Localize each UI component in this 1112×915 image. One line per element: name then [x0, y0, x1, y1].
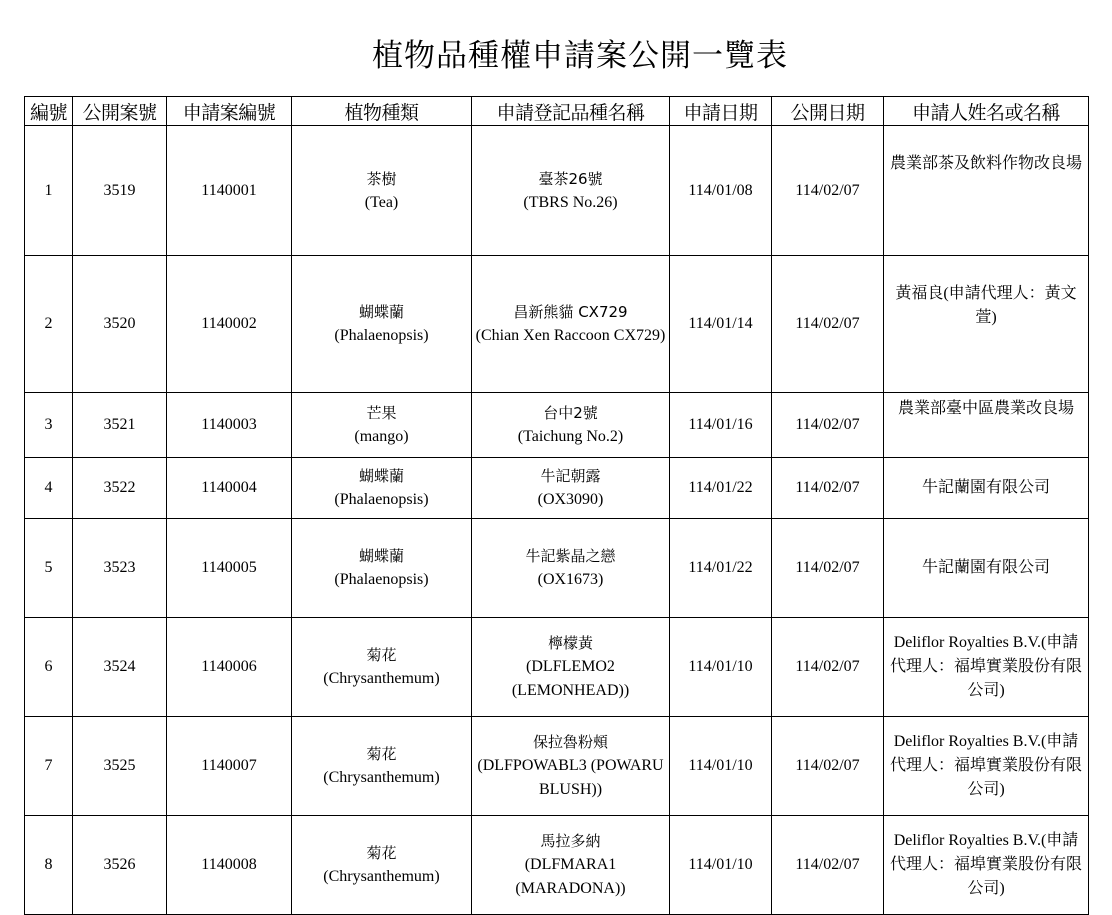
cell-variety	[472, 717, 670, 816]
variety-zh: 牛記朝露	[540, 467, 601, 485]
cell-no: 4	[25, 458, 73, 519]
species-en: (mango)	[354, 428, 409, 445]
cell-no: 3	[25, 393, 73, 458]
cell-species	[292, 126, 472, 256]
cell-applicant: 農業部臺中區農業改良場	[884, 393, 1089, 458]
cell-species	[292, 618, 472, 717]
table-row	[25, 393, 1089, 458]
cell-pub-no: 3521	[73, 393, 167, 458]
variety-zh: 馬拉多納	[540, 832, 601, 850]
variety-zh: 保拉魯粉頰	[532, 733, 608, 751]
cell-variety	[472, 256, 670, 393]
cell-no: 5	[25, 519, 73, 618]
applicant-en: Deliflor Royalties B.V.	[893, 832, 1041, 849]
cell-species	[292, 458, 472, 519]
cell-pub-no: 3519	[73, 126, 167, 256]
applicant-agent: (申請代理人：福埠實業股份有限公司)	[889, 832, 1082, 897]
species-zh: 菊花	[366, 844, 397, 862]
header-pub-no: 公開案號	[73, 97, 167, 126]
species-zh: 芒果	[366, 404, 397, 422]
page-title: 植物品種權申請案公開一覽表	[372, 38, 788, 74]
variety-zh: 臺茶26號	[538, 169, 603, 188]
table-row	[25, 126, 1089, 256]
cell-pub-date: 114/02/07	[772, 717, 884, 816]
cell-pub-no: 3525	[73, 717, 167, 816]
table-row	[25, 458, 1089, 519]
species-zh: 蝴蝶蘭	[358, 303, 404, 321]
table-row	[25, 256, 1089, 393]
cell-species	[292, 393, 472, 458]
header-applicant: 申請人姓名或名稱	[884, 97, 1089, 126]
cell-app-no: 1140008	[167, 816, 292, 915]
cell-no: 1	[25, 126, 73, 256]
cell-applicant: 農業部茶及飲料作物改良場	[884, 126, 1089, 256]
cell-no: 6	[25, 618, 73, 717]
cell-pub-no: 3520	[73, 256, 167, 393]
cell-species	[292, 519, 472, 618]
cell-applicant	[884, 717, 1089, 816]
cell-pub-no: 3522	[73, 458, 167, 519]
cell-app-no: 1140002	[167, 256, 292, 393]
table-row	[25, 717, 1089, 816]
header-pub-date: 公開日期	[772, 97, 884, 126]
cell-app-date: 114/01/22	[670, 519, 772, 618]
variety-zh: 檸檬黃	[547, 634, 593, 652]
cell-variety	[472, 519, 670, 618]
species-en: (Chrysanthemum)	[323, 868, 440, 885]
variety-en: (DLFPOWABL3 (POWARU BLUSH))	[477, 757, 664, 798]
cell-app-date: 114/01/10	[670, 717, 772, 816]
applicant-en: Delifl​or Royalties B.V.	[893, 634, 1041, 651]
species-en: (Tea)	[364, 193, 399, 211]
species-zh: 菊花	[366, 745, 397, 763]
table-header-row	[25, 97, 1089, 126]
cell-app-no: 1140006	[167, 618, 292, 717]
cell-no: 7	[25, 717, 73, 816]
cell-app-date: 114/01/10	[670, 816, 772, 915]
cell-pub-date: 114/02/07	[772, 126, 884, 256]
cell-app-date: 114/01/10	[670, 618, 772, 717]
cell-app-date: 114/01/14	[670, 256, 772, 393]
cell-pub-date: 114/02/07	[772, 256, 884, 393]
cell-variety	[472, 393, 670, 458]
cell-applicant: 牛記蘭園有限公司	[884, 458, 1089, 519]
table-row	[25, 519, 1089, 618]
header-no: 編號	[25, 97, 73, 126]
cell-pub-no: 3523	[73, 519, 167, 618]
cell-variety	[472, 618, 670, 717]
applicant-agent: (申請代理人：福埠實業股份有限公司)	[889, 634, 1082, 699]
variety-zh: 牛記紫晶之戀	[525, 547, 616, 565]
cell-pub-date: 114/02/07	[772, 519, 884, 618]
species-zh: 茶樹	[366, 169, 397, 188]
cell-app-date: 114/01/08	[670, 126, 772, 256]
cell-species	[292, 717, 472, 816]
cell-app-date: 114/01/16	[670, 393, 772, 458]
species-zh: 蝴蝶蘭	[358, 467, 404, 485]
cell-applicant	[884, 618, 1089, 717]
species-en: (Phalaenopsis)	[334, 491, 429, 508]
table-row	[25, 618, 1089, 717]
applicant-agent: (申請代理人：福埠實業股份有限公司)	[889, 733, 1082, 798]
cell-pub-date: 114/02/07	[772, 816, 884, 915]
variety-en: (Taichung No.2)	[517, 428, 624, 445]
cell-variety	[472, 126, 670, 256]
variety-en: (DLFMARA1 (MARADONA))	[515, 856, 626, 897]
species-zh: 菊花	[366, 646, 397, 664]
cell-pub-date: 114/02/07	[772, 618, 884, 717]
cell-app-date: 114/01/22	[670, 458, 772, 519]
cell-pub-no: 3524	[73, 618, 167, 717]
cell-app-no: 1140004	[167, 458, 292, 519]
cell-app-no: 1140007	[167, 717, 292, 816]
variety-en: (TBRS No.26)	[523, 193, 618, 211]
variety-en: (Chian Xen Raccoon CX729)	[475, 327, 666, 344]
cell-pub-no: 3526	[73, 816, 167, 915]
cell-applicant: 黃福良(申請代理人：黃文萱)	[884, 256, 1089, 393]
cell-species	[292, 256, 472, 393]
cell-variety	[472, 458, 670, 519]
species-en: (Chrysanthemum)	[323, 769, 440, 786]
cell-pub-date: 114/02/07	[772, 458, 884, 519]
species-en: (Phalaenopsis)	[334, 327, 429, 344]
cell-no: 8	[25, 816, 73, 915]
variety-en: (OX3090)	[537, 491, 604, 508]
species-zh: 蝴蝶蘭	[358, 547, 404, 565]
cell-no: 2	[25, 256, 73, 393]
cell-app-no: 1140005	[167, 519, 292, 618]
variety-zh: 昌新熊貓 CX729	[513, 303, 628, 321]
header-app-date: 申請日期	[670, 97, 772, 126]
applicant-en: Deliflor Royalties B.V.	[893, 733, 1041, 750]
cell-app-no: 1140003	[167, 393, 292, 458]
header-variety: 申請登記品種名稱	[472, 97, 670, 126]
species-en: (Phalaenopsis)	[334, 571, 429, 588]
cell-app-no: 1140001	[167, 126, 292, 256]
variety-en: (DLFLEMO2 (LEMONHEAD))	[511, 658, 630, 699]
species-en: (Chrysanthemum)	[323, 670, 440, 687]
header-app-no: 申請案編號	[167, 97, 292, 126]
variety-zh: 台中2號	[543, 404, 598, 422]
plant-variety-table	[24, 96, 1089, 915]
cell-pub-date: 114/02/07	[772, 393, 884, 458]
header-species: 植物種類	[292, 97, 472, 126]
cell-applicant: 牛記蘭園有限公司	[884, 519, 1089, 618]
variety-en: (OX1673)	[537, 571, 604, 588]
